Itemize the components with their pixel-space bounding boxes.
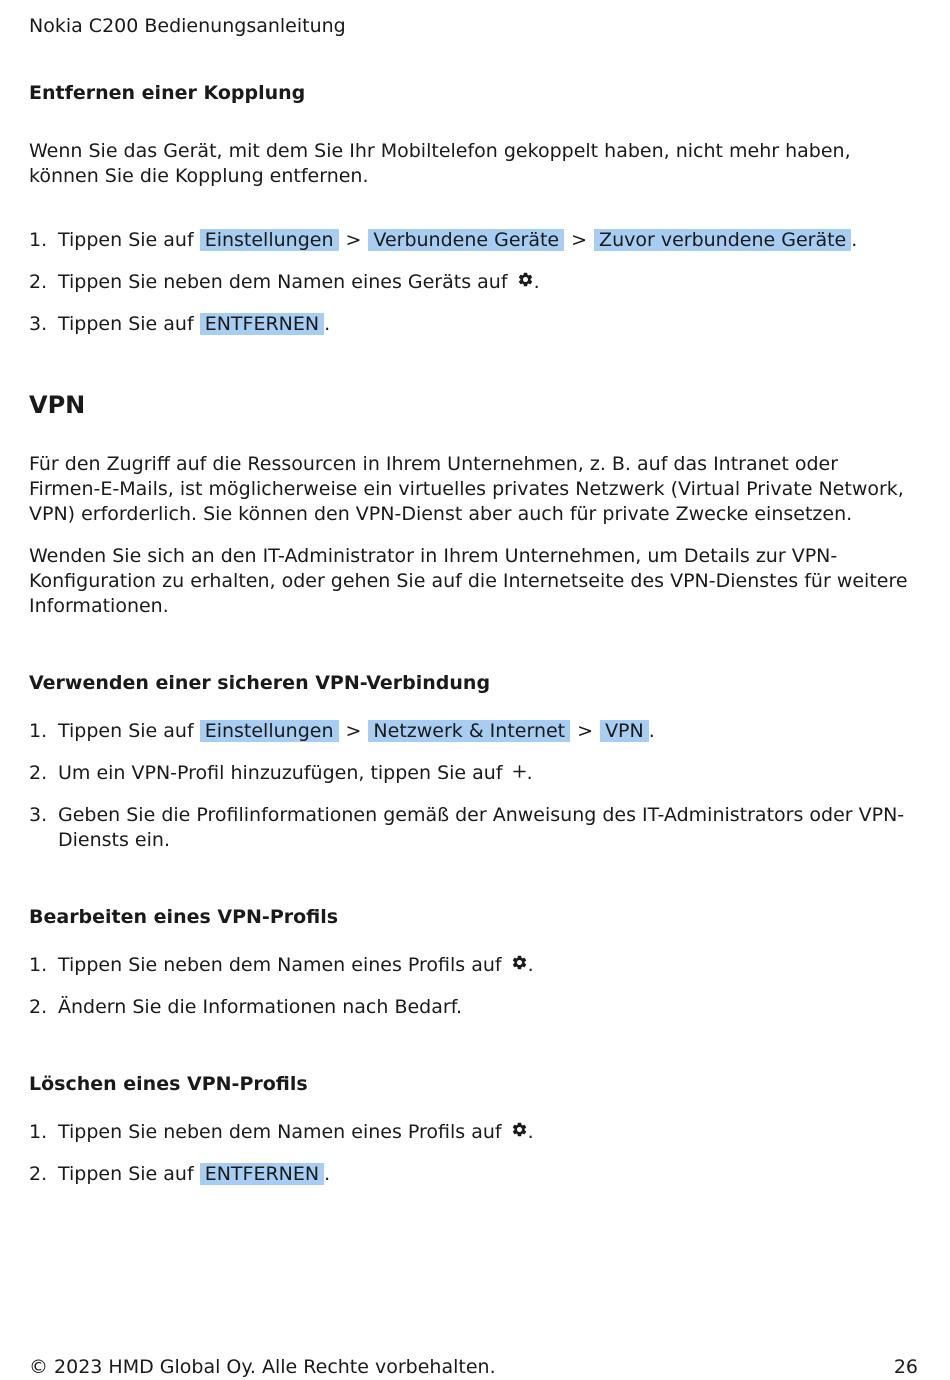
page-number: 26 [893, 1356, 918, 1378]
section-heading-use-vpn: Verwenden einer sicheren VPN-Verbindung [29, 672, 491, 694]
list-item: 2. Ändern Sie die Informationen nach Bedarf. [29, 996, 463, 1018]
list-item: 1. Tippen Sie auf Einstellungen > Netzwerk & Internet > VPN . [29, 720, 655, 742]
list-item: 3. Geben Sie die Profilinformationen gemäß der Anweisung des IT-Administrators oder VPN-Diensts ein. [29, 804, 905, 851]
vpn-link[interactable]: VPN [600, 720, 649, 742]
path-separator: > [345, 720, 362, 742]
vpn-admin-paragraph: Wenden Sie sich an den IT-Administrator in Ihrem Unternehmen, um Details zur VPN-Konfiguration zu erhalten, oder gehen Sie auf die Internetseite des VPN-Dienstes für weitere Informationen. [29, 545, 908, 617]
section-heading-delete-vpn-profile: Löschen eines VPN-Profils [29, 1073, 308, 1095]
connected-devices-link[interactable]: Verbundene Geräte [368, 229, 564, 251]
document-header: Nokia C200 Bedienungsanleitung [29, 15, 346, 37]
gear-icon [511, 1120, 528, 1145]
list-item: 2. Tippen Sie neben dem Namen eines Geräts auf . [29, 271, 540, 293]
vpn-intro-paragraph: Für den Zugriff auf die Ressourcen in Ihrem Unternehmen, z. B. auf das Intranet oder Firmen-E-Mails, ist möglicherweise ein virtuelles privates Netzwerk (Virtual Private Network, VPN) erforderlich. Sie können den VPN-Dienst aber auch für private Zwecke einsetzen. [29, 453, 904, 525]
settings-link[interactable]: Einstellungen [200, 720, 339, 742]
remove-pairing-intro: Wenn Sie das Gerät, mit dem Sie Ihr Mobiltelefon gekoppelt haben, nicht mehr haben, können Sie die Kopplung entfernen. [29, 140, 851, 187]
list-item: 2. Tippen Sie auf ENTFERNEN . [29, 1163, 331, 1185]
plus-icon [512, 761, 527, 786]
path-separator: > [345, 229, 362, 251]
copyright-footer: © 2023 HMD Global Oy. Alle Rechte vorbehalten. [29, 1356, 496, 1378]
list-item: 2. Um ein VPN-Profil hinzuzufügen, tippen Sie auf . [29, 762, 533, 784]
network-internet-link[interactable]: Netzwerk & Internet [368, 720, 570, 742]
list-item: 1. Tippen Sie neben dem Namen eines Profils auf . [29, 954, 534, 976]
remove-button[interactable]: ENTFERNEN [200, 313, 324, 335]
section-heading-remove-pairing: Entfernen einer Kopplung [29, 82, 306, 104]
section-heading-edit-vpn-profile: Bearbeiten eines VPN-Profils [29, 906, 339, 928]
list-item: 3. Tippen Sie auf ENTFERNEN . [29, 313, 331, 335]
settings-link[interactable]: Einstellungen [200, 229, 339, 251]
path-separator: > [577, 720, 594, 742]
remove-button[interactable]: ENTFERNEN [200, 1163, 324, 1185]
list-item: 1. Tippen Sie neben dem Namen eines Profils auf . [29, 1121, 534, 1143]
path-separator: > [571, 229, 588, 251]
section-heading-vpn: VPN [29, 391, 86, 419]
gear-icon [511, 953, 528, 978]
previously-connected-devices-link[interactable]: Zuvor verbundene Geräte [594, 229, 851, 251]
gear-icon [517, 270, 534, 295]
list-item: 1. Tippen Sie auf Einstellungen > Verbundene Geräte > Zuvor verbundene Geräte . [29, 229, 858, 251]
